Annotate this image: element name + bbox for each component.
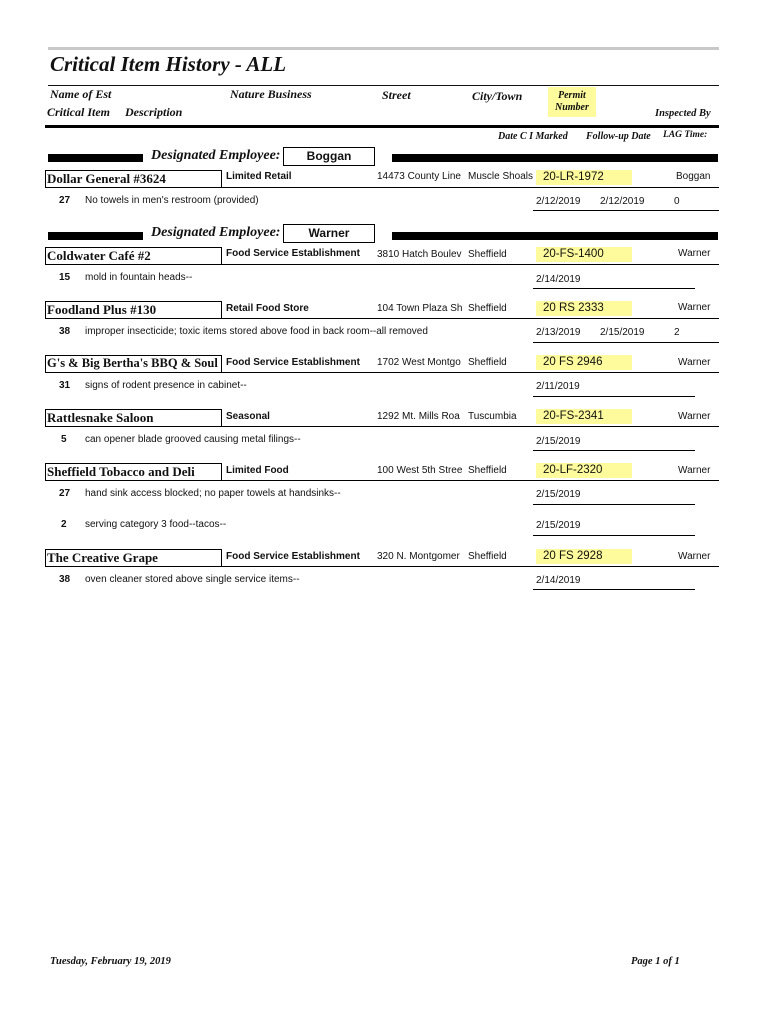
city-town: Tuscumbia [468,411,517,422]
critical-item-number: 38 [59,326,71,337]
city-town: Sheffield [468,357,507,368]
date-ci-marked: 2/15/2019 [536,489,581,500]
col-description: Description [125,105,183,119]
inspected-by: Warner [678,411,711,422]
col-permit-line2: Number [555,102,589,113]
col-permit-line1: Permit [558,90,586,101]
nature-business: Food Service Establishment [226,551,360,562]
date-ci-marked: 2/15/2019 [536,520,581,531]
lag-time: 0 [674,196,680,207]
col-street: Street [382,88,411,102]
permit-number: 20-FS-1400 [536,247,632,262]
critical-item-description: serving category 3 food--tacos-- [85,519,227,530]
street: 3810 Hatch Boulev [377,249,462,260]
col-lag-time: LAG Time: [663,130,708,140]
permit-number: 20 FS 2946 [536,355,632,370]
top-rule [48,47,719,50]
col-nature-business: Nature Business [230,87,312,101]
permit-number: 20-LF-2320 [536,463,632,478]
critical-item-description: signs of rodent presence in cabinet-- [85,380,247,391]
establishment-name: Rattlesnake Saloon [47,410,154,425]
critical-item-number: 38 [59,574,71,585]
city-town: Muscle Shoals [468,171,534,182]
inspected-by: Boggan [676,171,711,182]
permit-number: 20 FS 2928 [536,549,632,564]
employee-bar-left [48,232,143,240]
footer-page-number: Page 1 of 1 [631,956,680,967]
inspected-by: Warner [678,302,711,313]
col-name-of-est: Name of Est [50,87,112,101]
col-date-ci-marked: Date C I Marked [498,131,568,142]
nature-business: Food Service Establishment [226,248,360,259]
street: 1702 West Montgo [377,357,461,368]
establishment-underline [222,372,719,373]
date-ci-marked: 2/14/2019 [536,274,581,285]
critical-item-number: 27 [59,195,71,206]
inspected-by: Warner [678,248,711,259]
employee-bar-left [48,154,143,162]
establishment-underline [222,318,719,319]
inspected-by: Warner [678,465,711,476]
employee-bar-right [392,232,718,240]
followup-date: 2/12/2019 [600,196,645,207]
item-underline [533,450,695,451]
col-inspected-by: Inspected By [655,108,711,119]
establishment-name: Coldwater Café #2 [47,248,151,263]
date-ci-marked: 2/11/2019 [536,381,580,392]
date-ci-marked: 2/13/2019 [536,327,581,338]
establishment-underline [222,187,719,188]
designated-employee-label: Designated Employee: [151,148,281,163]
designated-employee-name: Boggan [283,147,375,166]
critical-item-number: 15 [59,272,71,283]
item-underline [533,504,695,505]
nature-business: Limited Retail [226,171,292,182]
street: 104 Town Plaza Sh [377,303,463,314]
critical-item-description: oven cleaner stored above single service items-- [85,574,300,585]
establishment-name: The Creative Grape [47,550,158,565]
permit-number: 20 RS 2333 [536,301,632,316]
establishment-underline [222,566,719,567]
establishment-underline [222,426,719,427]
city-town: Sheffield [468,465,507,476]
permit-number: 20-LR-1972 [536,170,632,185]
critical-item-number: 2 [61,519,67,530]
street: 14473 County Line [377,171,461,182]
permit-number: 20-FS-2341 [536,409,632,424]
critical-item-number: 5 [61,434,67,445]
date-ci-marked: 2/12/2019 [536,196,581,207]
street: 1292 Mt. Mills Roa [377,411,460,422]
establishment-underline [222,480,719,481]
critical-item-description: hand sink access blocked; no paper towels at handsinks-- [85,488,341,499]
critical-item-number: 27 [59,488,71,499]
col-critical-item: Critical Item [47,105,110,119]
establishment-name: Sheffield Tobacco and Deli [47,464,195,479]
establishment-underline [222,264,719,265]
critical-item-description: improper insecticide; toxic items stored above food in back room--all removed [85,326,428,337]
employee-bar-right [392,154,718,162]
establishment-name: Foodland Plus #130 [47,302,157,317]
street: 100 West 5th Stree [377,465,463,476]
nature-business: Seasonal [226,411,270,422]
critical-item-description: mold in fountain heads-- [85,272,193,283]
item-underline [533,210,719,211]
date-ci-marked: 2/14/2019 [536,575,581,586]
col-city-town: City/Town [472,89,523,103]
title-underline [48,85,719,86]
city-town: Sheffield [468,303,507,314]
nature-business: Retail Food Store [226,303,309,314]
item-underline [533,535,695,536]
nature-business: Food Service Establishment [226,357,360,368]
followup-date: 2/15/2019 [600,327,645,338]
item-underline [533,342,719,343]
nature-business: Limited Food [226,465,289,476]
item-underline [533,288,695,289]
inspected-by: Warner [678,357,711,368]
critical-item-description: No towels in men's restroom (provided) [85,195,259,206]
date-ci-marked: 2/15/2019 [536,436,581,447]
col-followup-date: Follow-up Date [586,131,651,142]
street: 320 N. Montgomer [377,551,460,562]
city-town: Sheffield [468,249,507,260]
inspected-by: Warner [678,551,711,562]
designated-employee-label: Designated Employee: [151,225,281,240]
item-underline [533,589,695,590]
critical-item-number: 31 [59,380,71,391]
designated-employee-name: Warner [283,224,375,243]
establishment-name: G's & Big Bertha's BBQ & Soul [47,356,218,370]
report-title: Critical Item History - ALL [50,52,287,76]
header-thick-rule [45,125,719,128]
critical-item-description: can opener blade grooved causing metal filings-- [85,434,301,445]
lag-time: 2 [674,327,680,338]
establishment-name: Dollar General #3624 [47,171,166,186]
footer-date: Tuesday, February 19, 2019 [50,956,171,967]
city-town: Sheffield [468,551,507,562]
item-underline [533,396,695,397]
